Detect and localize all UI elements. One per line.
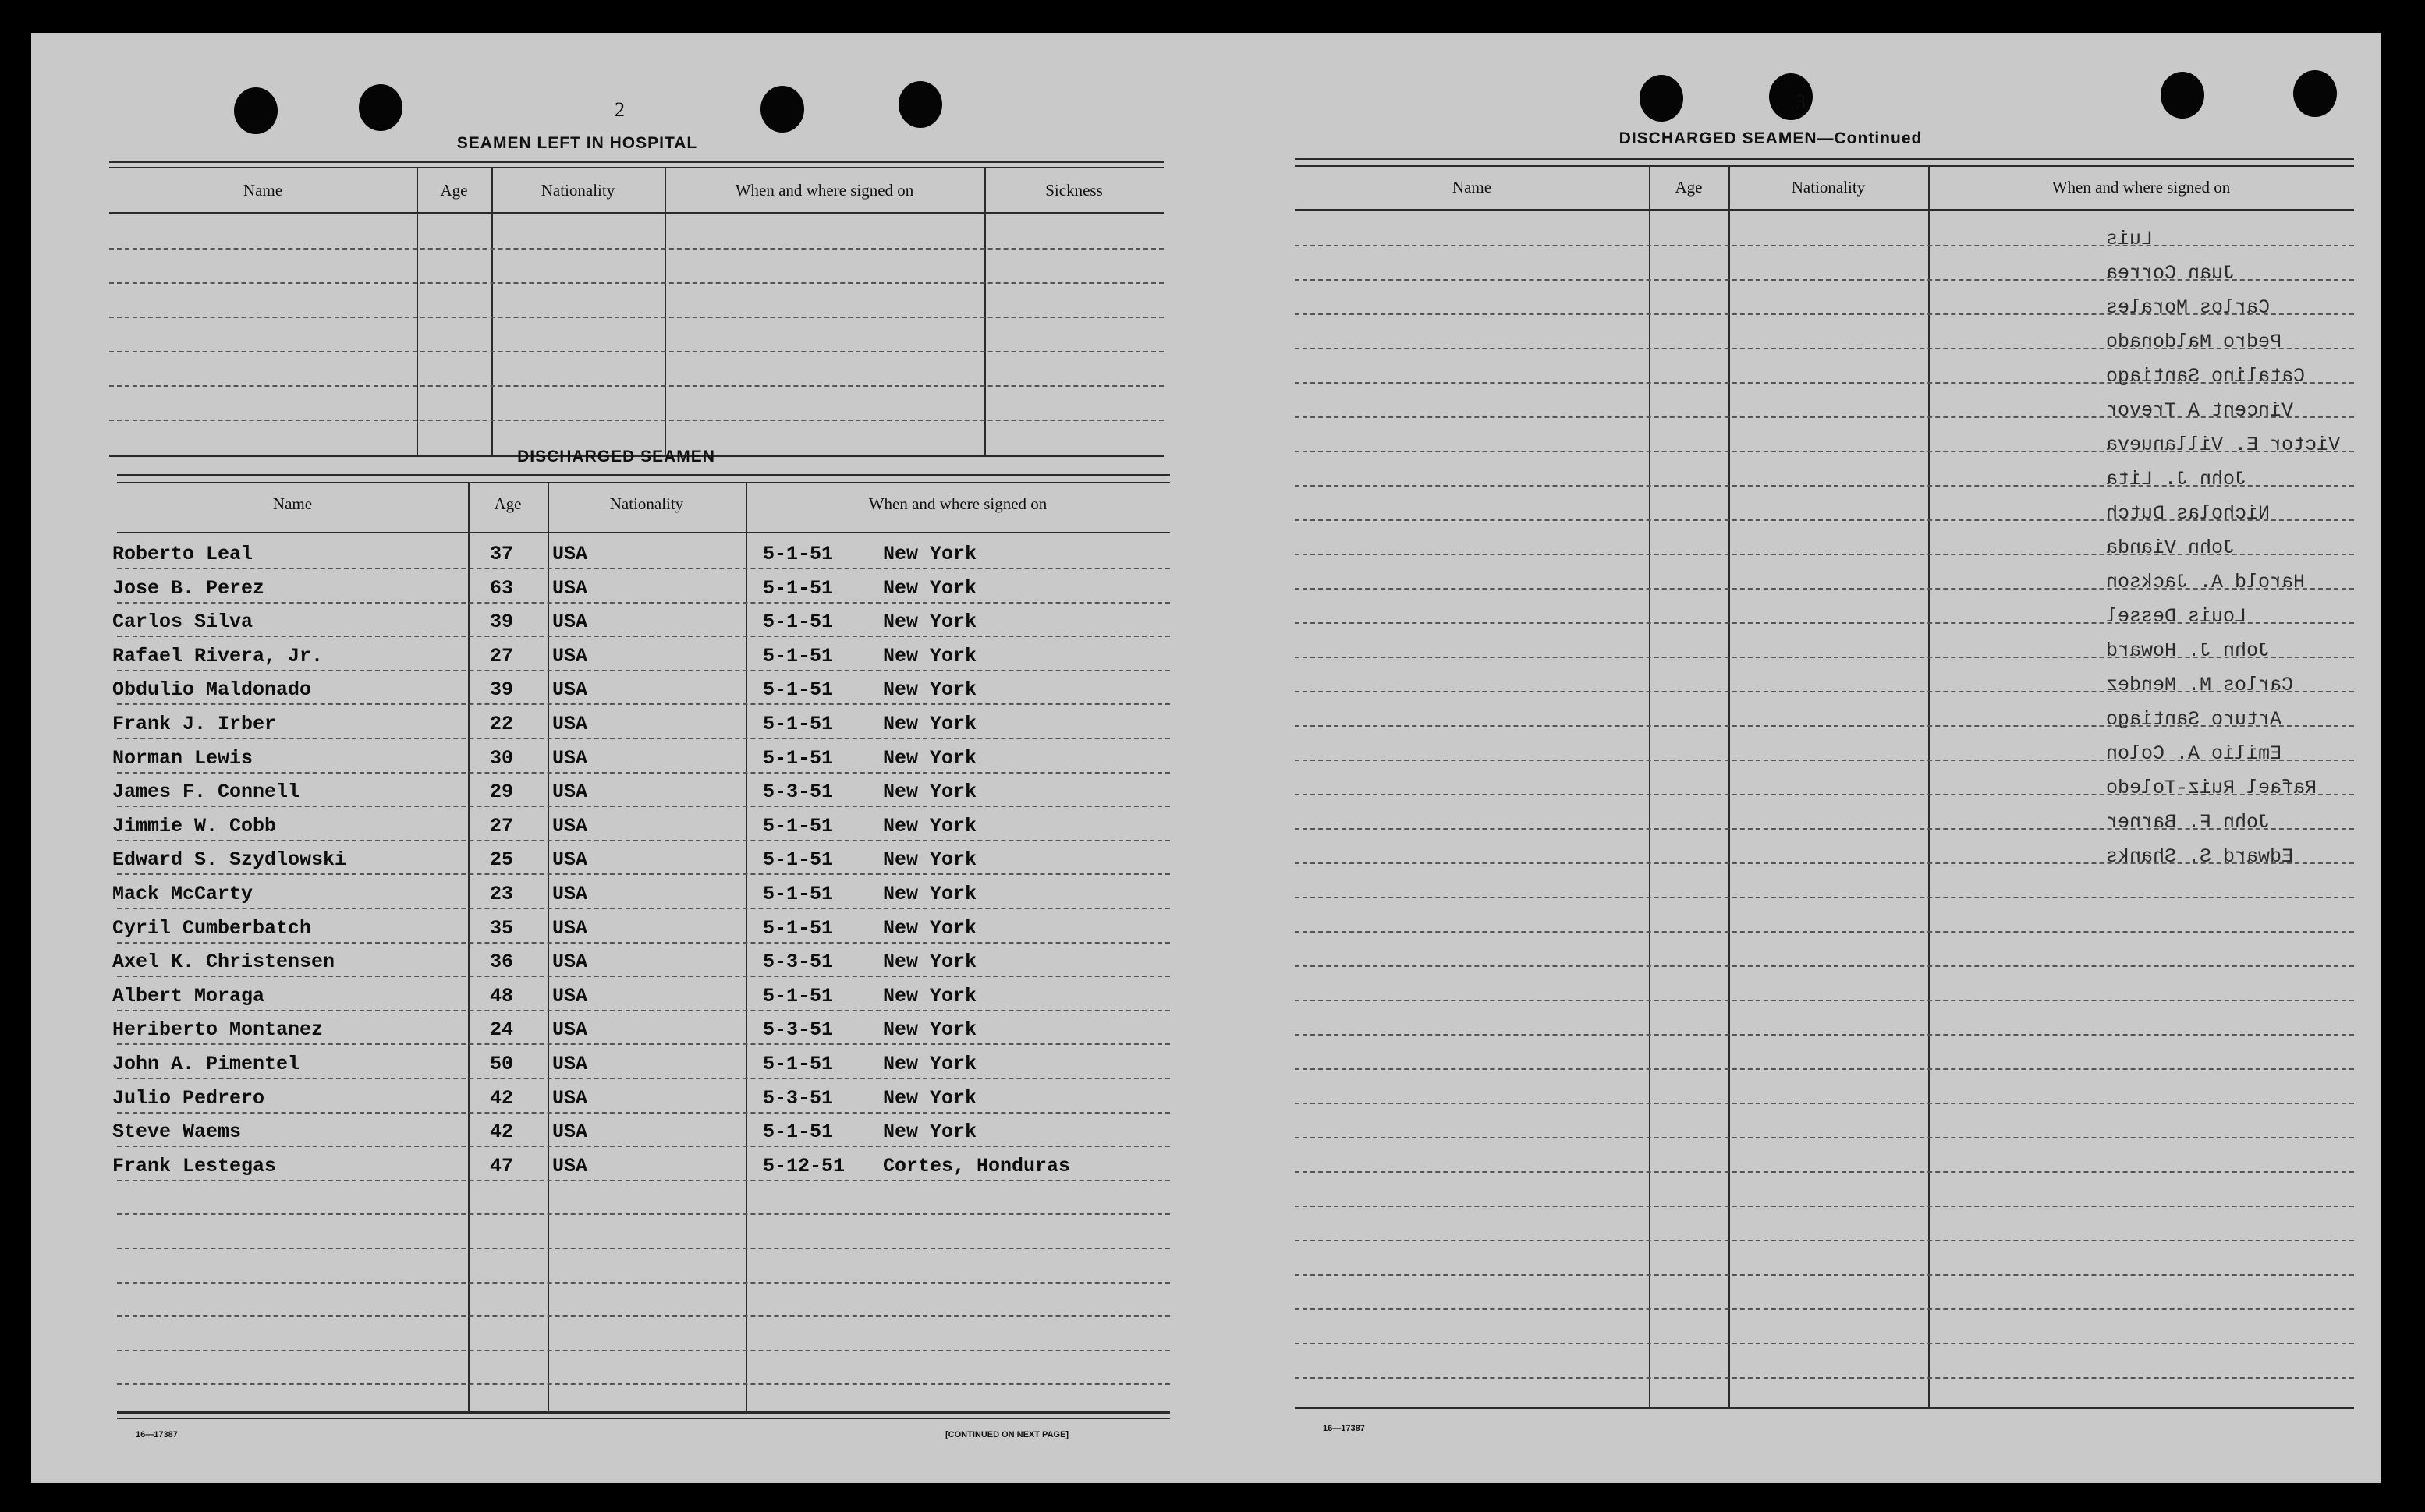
seaman-nationality: USA — [552, 543, 588, 565]
seaman-name: Roberto Leal — [112, 543, 253, 565]
seaman-age: 48 — [490, 984, 514, 1007]
seaman-nationality: USA — [552, 984, 588, 1007]
seaman-age: 39 — [490, 611, 514, 634]
ruled-line — [117, 670, 1170, 671]
bleed-through-text: Luis — [2106, 228, 2154, 250]
ruled-line — [1295, 1000, 2354, 1001]
seaman-name: Heriberto Montanez — [112, 1018, 324, 1042]
signed-on-date: 5-1-51 — [763, 883, 834, 905]
seaman-name: Mack McCarty — [112, 883, 253, 905]
ruled-line — [1295, 1068, 2354, 1070]
signed-on-place: New York — [883, 611, 977, 634]
signed-on-date: 5-1-51 — [763, 1053, 834, 1075]
ruled-line — [109, 351, 1164, 352]
punch-hole — [1769, 73, 1813, 120]
seaman-age: 36 — [490, 951, 514, 974]
ruled-line — [117, 1180, 1170, 1181]
ruled-line — [109, 385, 1164, 387]
right-col-name: Name — [1452, 178, 1492, 197]
ruled-line — [117, 873, 1170, 875]
signed-on-date: 5-1-51 — [763, 916, 834, 940]
bleed-through-text: Victor E. Villanueva — [2106, 434, 2341, 456]
signed-on-place: New York — [883, 644, 977, 667]
ruled-line — [1295, 1103, 2354, 1104]
ruled-line — [1295, 1308, 2354, 1310]
seaman-age: 47 — [490, 1154, 514, 1177]
signed-on-place: New York — [883, 916, 977, 940]
ruled-line — [1295, 1343, 2354, 1344]
hospital-table-top-rule — [109, 161, 1164, 163]
seaman-name: Rafael Rivera, Jr. — [112, 644, 324, 667]
seaman-name: Jimmie W. Cobb — [112, 814, 277, 837]
hospital-col-signed-on: When and where signed on — [735, 181, 914, 200]
right-col-nationality: Nationality — [1791, 178, 1866, 197]
ruled-line — [109, 248, 1164, 250]
seaman-name: John A. Pimentel — [112, 1053, 300, 1075]
signed-on-date: 5-1-51 — [763, 814, 834, 837]
discharged-col-signed-on: When and where signed on — [868, 494, 1048, 513]
hospital-col-nationality: Nationality — [541, 181, 615, 200]
ruled-line — [1295, 1206, 2354, 1207]
page-number: 3 — [1796, 90, 1806, 113]
signed-on-date: 5-3-51 — [763, 1018, 834, 1042]
discharged-col-age: Age — [494, 494, 522, 513]
signed-on-date: 5-1-51 — [763, 678, 834, 702]
hospital-col-age: Age — [440, 181, 468, 200]
ruled-line — [1295, 1377, 2354, 1379]
signed-on-date: 5-3-51 — [763, 951, 834, 974]
ruled-line — [1295, 931, 2354, 933]
bleed-through-text: John J. Howard — [2106, 639, 2271, 662]
seaman-nationality: USA — [552, 1121, 588, 1144]
bleed-through-text: Louis Dessel — [2106, 605, 2247, 628]
seaman-nationality: USA — [552, 1154, 588, 1177]
bleed-through-text: John F. Barner — [2106, 811, 2271, 834]
bleed-through-text: Catalino Santiago — [2106, 365, 2306, 388]
seaman-nationality: USA — [552, 576, 588, 600]
signed-on-date: 5-1-51 — [763, 644, 834, 667]
seaman-nationality: USA — [552, 1086, 588, 1110]
ruled-line — [117, 738, 1170, 739]
ruled-line — [117, 1010, 1170, 1011]
ruled-line — [117, 1282, 1170, 1284]
seaman-nationality: USA — [552, 746, 588, 770]
signed-on-date: 5-12-51 — [763, 1154, 846, 1177]
ruled-line — [109, 317, 1164, 318]
bleed-through-text: Juan Correa — [2106, 262, 2235, 285]
signed-on-place: New York — [883, 1053, 977, 1075]
signed-on-place: New York — [883, 1086, 977, 1110]
signed-on-date: 5-1-51 — [763, 984, 834, 1007]
seaman-nationality: USA — [552, 814, 588, 837]
signed-on-date: 5-1-51 — [763, 576, 834, 600]
punch-hole — [234, 87, 278, 134]
ruled-line — [117, 806, 1170, 807]
signed-on-place: New York — [883, 984, 977, 1007]
seaman-age: 39 — [490, 678, 514, 702]
signed-on-place: New York — [883, 848, 977, 872]
ruled-line — [117, 1350, 1170, 1351]
form-number-left: 16—17387 — [136, 1430, 178, 1439]
seaman-age: 37 — [490, 543, 514, 565]
signed-on-place: New York — [883, 746, 977, 770]
seaman-age: 27 — [490, 814, 514, 837]
seaman-name: Cyril Cumberbatch — [112, 916, 312, 940]
ruled-line — [117, 942, 1170, 944]
punch-hole — [2161, 72, 2204, 119]
seaman-nationality: USA — [552, 678, 588, 702]
right-header-rule — [1295, 209, 2354, 211]
discharged-section-title: DISCHARGED SEAMEN — [517, 448, 715, 466]
seaman-age: 35 — [490, 916, 514, 940]
signed-on-place: New York — [883, 883, 977, 905]
ruled-line — [117, 703, 1170, 705]
ruled-line — [117, 772, 1170, 774]
bleed-through-text: John Vianda — [2106, 536, 2235, 559]
signed-on-place: New York — [883, 543, 977, 565]
seaman-age: 23 — [490, 883, 514, 905]
seaman-age: 29 — [490, 781, 514, 804]
right-col-signed-on: When and where signed on — [2051, 178, 2231, 197]
hospital-col-name: Name — [243, 181, 283, 200]
ruled-line — [117, 1043, 1170, 1045]
ruled-line — [1295, 965, 2354, 967]
hospital-header-rule — [109, 212, 1164, 214]
seaman-nationality: USA — [552, 883, 588, 905]
seaman-age: 22 — [490, 713, 514, 735]
bleed-through-text: Carlos Morales — [2106, 296, 2271, 319]
ruled-line — [117, 840, 1170, 841]
bleed-through-text: Emilio A. Colon — [2106, 742, 2282, 765]
form-number-right: 16—17387 — [1323, 1424, 1365, 1433]
seaman-name: Albert Moraga — [112, 984, 265, 1007]
signed-on-place: New York — [883, 576, 977, 600]
signed-on-date: 5-1-51 — [763, 848, 834, 872]
bleed-through-text: Pedro Maldonado — [2106, 331, 2282, 353]
ruled-line — [117, 602, 1170, 604]
seaman-nationality: USA — [552, 644, 588, 667]
discharged-header-rule — [117, 532, 1170, 533]
ruled-line — [117, 1146, 1170, 1147]
seaman-nationality: USA — [552, 611, 588, 634]
continued-note: [CONTINUED ON NEXT PAGE] — [945, 1430, 1069, 1439]
discharged-table-top-rule — [117, 474, 1170, 476]
seaman-nationality: USA — [552, 713, 588, 735]
bleed-through-text: Carlos M. Mendez — [2106, 674, 2294, 696]
right-col-age: Age — [1675, 178, 1703, 197]
signed-on-date: 5-1-51 — [763, 746, 834, 770]
seaman-age: 63 — [490, 576, 514, 600]
punch-hole — [899, 81, 942, 128]
seaman-nationality: USA — [552, 848, 588, 872]
ruled-line — [117, 1112, 1170, 1114]
bleed-through-text: Rafael Ruiz-Toledo — [2106, 777, 2317, 799]
seaman-name: Jose B. Perez — [112, 576, 265, 600]
seaman-nationality: USA — [552, 781, 588, 804]
seaman-name: Frank J. Irber — [112, 713, 277, 735]
ruled-line — [109, 420, 1164, 421]
signed-on-date: 5-3-51 — [763, 781, 834, 804]
ruled-line — [117, 1315, 1170, 1317]
punch-hole — [760, 86, 804, 133]
seaman-name: Julio Pedrero — [112, 1086, 265, 1110]
seaman-age: 42 — [490, 1121, 514, 1144]
signed-on-date: 5-1-51 — [763, 543, 834, 565]
bleed-through-text: Vincent A Trevor — [2106, 399, 2294, 422]
ruled-line — [117, 1248, 1170, 1249]
ruled-line — [1295, 1240, 2354, 1241]
seaman-name: Norman Lewis — [112, 746, 253, 770]
seaman-nationality: USA — [552, 916, 588, 940]
signed-on-place: New York — [883, 1018, 977, 1042]
seaman-age: 24 — [490, 1018, 514, 1042]
signed-on-place: New York — [883, 951, 977, 974]
ruled-line — [1295, 1034, 2354, 1036]
page-number: 2 — [615, 98, 625, 121]
hospital-section-title: SEAMEN LEFT IN HOSPITAL — [456, 134, 698, 152]
discharged-col-nationality: Nationality — [609, 494, 684, 513]
bleed-through-text: Harold A. Jackson — [2106, 571, 2306, 593]
signed-on-place: New York — [883, 814, 977, 837]
seaman-nationality: USA — [552, 1018, 588, 1042]
ruled-line — [1295, 897, 2354, 898]
ruled-line — [117, 1213, 1170, 1215]
bleed-through-text: John J. Lita — [2106, 468, 2247, 490]
bleed-through-text: Edward S. Shanks — [2106, 845, 2294, 868]
discharged-col-name: Name — [272, 494, 313, 513]
signed-on-date: 5-1-51 — [763, 611, 834, 634]
seaman-age: 30 — [490, 746, 514, 770]
signed-on-place: New York — [883, 781, 977, 804]
ruled-line — [109, 282, 1164, 284]
punch-hole — [1640, 75, 1683, 122]
signed-on-date: 5-1-51 — [763, 713, 834, 735]
bleed-through-text: Nicholas Dutch — [2106, 502, 2271, 525]
ruled-line — [117, 1078, 1170, 1079]
bleed-through-text: Arturo Santiago — [2106, 708, 2282, 731]
discharged-continued-title: DISCHARGED SEAMEN—Continued — [1618, 129, 1923, 147]
ruled-line — [117, 976, 1170, 977]
ruled-line — [1295, 1171, 2354, 1173]
seaman-nationality: USA — [552, 1053, 588, 1075]
seaman-age: 25 — [490, 848, 514, 872]
signed-on-place: New York — [883, 1121, 977, 1144]
ruled-line — [117, 568, 1170, 569]
ruled-line — [1295, 1137, 2354, 1138]
punch-hole — [2293, 70, 2337, 117]
signed-on-date: 5-1-51 — [763, 1121, 834, 1144]
seaman-name: Axel K. Christensen — [112, 951, 335, 974]
seaman-name: Obdulio Maldonado — [112, 678, 312, 702]
punch-hole — [359, 84, 402, 131]
signed-on-place: New York — [883, 678, 977, 702]
seaman-name: Steve Waems — [112, 1121, 242, 1144]
signed-on-date: 5-3-51 — [763, 1086, 834, 1110]
ruled-line — [117, 908, 1170, 909]
seaman-age: 50 — [490, 1053, 514, 1075]
right-table-top-rule — [1295, 158, 2354, 160]
seaman-name: Edward S. Szydlowski — [112, 848, 347, 872]
seaman-name: Frank Lestegas — [112, 1154, 277, 1177]
seaman-age: 27 — [490, 644, 514, 667]
ruled-line — [1295, 1274, 2354, 1276]
seaman-name: Carlos Silva — [112, 611, 253, 634]
signed-on-place: Cortes, Honduras — [883, 1154, 1071, 1177]
seaman-nationality: USA — [552, 951, 588, 974]
hospital-col-sickness: Sickness — [1045, 181, 1103, 200]
document-sheet — [31, 33, 2381, 1483]
ruled-line — [117, 636, 1170, 637]
seaman-age: 42 — [490, 1086, 514, 1110]
seaman-name: James F. Connell — [112, 781, 300, 804]
ruled-line — [117, 1383, 1170, 1385]
signed-on-place: New York — [883, 713, 977, 735]
ruled-line — [1295, 245, 2354, 246]
